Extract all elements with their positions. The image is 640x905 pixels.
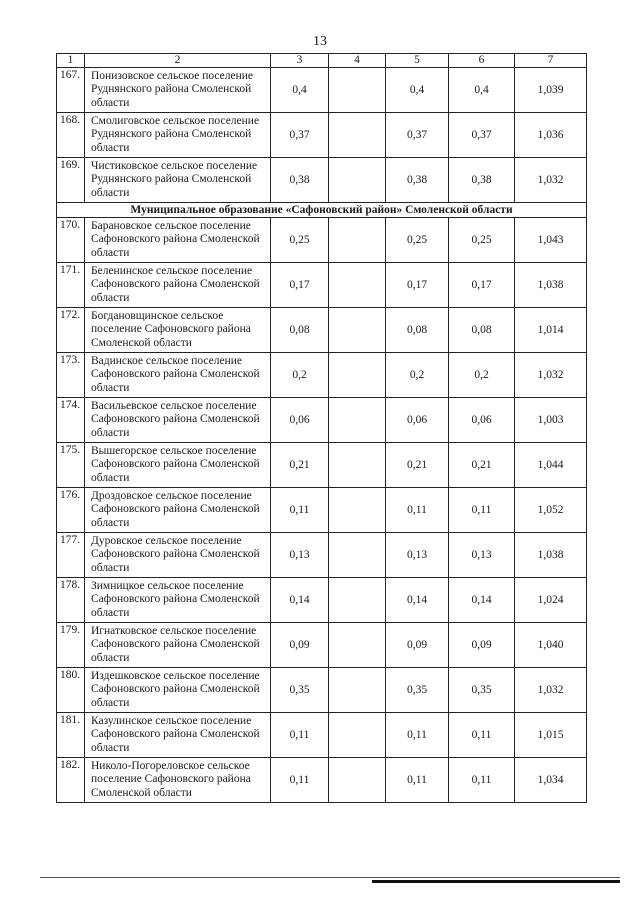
value-col-5: 0,06 <box>386 398 449 443</box>
table-row <box>57 488 587 533</box>
value-col-6: 0,08 <box>449 308 515 353</box>
value-col-6: 0,17 <box>449 263 515 308</box>
value-col-3: 0,11 <box>271 713 329 758</box>
value-col-3: 0,11 <box>271 488 329 533</box>
row-number: 168. <box>57 113 85 158</box>
table-row <box>57 668 587 713</box>
row-number: 181. <box>57 713 85 758</box>
value-col-7: 1,038 <box>515 533 587 578</box>
settlement-name: Зимницкое сельское поселение Сафоновского района Смоленской области <box>85 578 271 623</box>
value-col-6: 0,4 <box>449 68 515 113</box>
value-col-7: 1,032 <box>515 353 587 398</box>
settlement-name: Понизовское сельское поселение Руднянского района Смоленской области <box>85 68 271 113</box>
section-title: Муниципальное образование «Сафоновский район» Смоленской области <box>57 203 587 218</box>
value-col-7: 1,052 <box>515 488 587 533</box>
value-col-6: 0,14 <box>449 578 515 623</box>
value-col-5: 0,14 <box>386 578 449 623</box>
settlement-name: Богдановщинское сельское поселение Сафоновского района Смоленской области <box>85 308 271 353</box>
value-col-4 <box>329 623 386 668</box>
value-col-6: 0,13 <box>449 533 515 578</box>
value-col-3: 0,08 <box>271 308 329 353</box>
column-header: 2 <box>85 54 271 68</box>
column-header: 4 <box>329 54 386 68</box>
value-col-6: 0,2 <box>449 353 515 398</box>
settlement-name: Чистиковское сельское поселение Руднянского района Смоленской области <box>85 158 271 203</box>
settlement-name: Дуровское сельское поселение Сафоновского района Смоленской области <box>85 533 271 578</box>
value-col-5: 0,21 <box>386 443 449 488</box>
value-col-4 <box>329 578 386 623</box>
value-col-3: 0,2 <box>271 353 329 398</box>
value-col-4 <box>329 398 386 443</box>
settlement-name: Издешковское сельское поселение Сафоновского района Смоленской области <box>85 668 271 713</box>
value-col-3: 0,09 <box>271 623 329 668</box>
table-row <box>57 443 587 488</box>
value-col-4 <box>329 308 386 353</box>
value-col-7: 1,039 <box>515 68 587 113</box>
table-row <box>57 533 587 578</box>
value-col-3: 0,11 <box>271 758 329 803</box>
row-number: 172. <box>57 308 85 353</box>
row-number: 179. <box>57 623 85 668</box>
value-col-7: 1,032 <box>515 158 587 203</box>
value-col-7: 1,040 <box>515 623 587 668</box>
table-row <box>57 68 587 113</box>
value-col-5: 0,25 <box>386 218 449 263</box>
table-section <box>57 203 587 218</box>
value-col-7: 1,034 <box>515 758 587 803</box>
value-col-4 <box>329 218 386 263</box>
value-col-6: 0,21 <box>449 443 515 488</box>
value-col-7: 1,044 <box>515 443 587 488</box>
value-col-4 <box>329 443 386 488</box>
value-col-3: 0,17 <box>271 263 329 308</box>
settlement-name: Вышегорское сельское поселение Сафоновского района Смоленской области <box>85 443 271 488</box>
value-col-6: 0,37 <box>449 113 515 158</box>
settlement-name: Смолиговское сельское поселение Руднянского района Смоленской области <box>85 113 271 158</box>
table-row <box>57 218 587 263</box>
value-col-5: 0,09 <box>386 623 449 668</box>
table-row <box>57 398 587 443</box>
value-col-6: 0,06 <box>449 398 515 443</box>
row-number: 173. <box>57 353 85 398</box>
value-col-5: 0,11 <box>386 758 449 803</box>
value-col-7: 1,043 <box>515 218 587 263</box>
settlement-name: Беленинское сельское поселение Сафоновского района Смоленской области <box>85 263 271 308</box>
value-col-4 <box>329 758 386 803</box>
settlement-name: Игнатковское сельское поселение Сафоновского района Смоленской области <box>85 623 271 668</box>
row-number: 175. <box>57 443 85 488</box>
value-col-5: 0,11 <box>386 488 449 533</box>
row-number: 177. <box>57 533 85 578</box>
footer-rule-thick <box>372 880 620 883</box>
value-col-6: 0,11 <box>449 713 515 758</box>
page-number: 13 <box>313 34 327 49</box>
value-col-5: 0,4 <box>386 68 449 113</box>
value-col-6: 0,11 <box>449 488 515 533</box>
settlement-name: Казулинское сельское поселение Сафоновского района Смоленской области <box>85 713 271 758</box>
row-number: 178. <box>57 578 85 623</box>
value-col-3: 0,4 <box>271 68 329 113</box>
value-col-4 <box>329 263 386 308</box>
value-col-5: 0,17 <box>386 263 449 308</box>
value-col-3: 0,37 <box>271 113 329 158</box>
value-col-4 <box>329 113 386 158</box>
settlement-name: Дроздовское сельское поселение Сафоновского района Смоленской области <box>85 488 271 533</box>
table-row <box>57 263 587 308</box>
footer-rule-thin <box>40 877 620 878</box>
row-number: 169. <box>57 158 85 203</box>
table-row <box>57 578 587 623</box>
value-col-4 <box>329 533 386 578</box>
value-col-4 <box>329 158 386 203</box>
value-col-4 <box>329 68 386 113</box>
value-col-5: 0,38 <box>386 158 449 203</box>
column-header: 6 <box>449 54 515 68</box>
section-row <box>57 203 587 218</box>
table-body-top <box>57 68 587 203</box>
value-col-4 <box>329 668 386 713</box>
value-col-6: 0,11 <box>449 758 515 803</box>
table-header <box>57 54 587 68</box>
value-col-3: 0,13 <box>271 533 329 578</box>
table-row <box>57 113 587 158</box>
value-col-3: 0,35 <box>271 668 329 713</box>
settlement-name: Вадинское сельское поселение Сафоновского района Смоленской области <box>85 353 271 398</box>
column-header: 1 <box>57 54 85 68</box>
header-row <box>57 54 587 68</box>
value-col-4 <box>329 713 386 758</box>
value-col-5: 0,13 <box>386 533 449 578</box>
row-number: 167. <box>57 68 85 113</box>
row-number: 174. <box>57 398 85 443</box>
row-number: 182. <box>57 758 85 803</box>
value-col-7: 1,015 <box>515 713 587 758</box>
value-col-5: 0,2 <box>386 353 449 398</box>
column-header: 3 <box>271 54 329 68</box>
value-col-3: 0,14 <box>271 578 329 623</box>
value-col-5: 0,11 <box>386 713 449 758</box>
value-col-3: 0,21 <box>271 443 329 488</box>
value-col-7: 1,003 <box>515 398 587 443</box>
value-col-6: 0,25 <box>449 218 515 263</box>
column-header: 7 <box>515 54 587 68</box>
value-col-3: 0,06 <box>271 398 329 443</box>
value-col-5: 0,35 <box>386 668 449 713</box>
value-col-7: 1,014 <box>515 308 587 353</box>
value-col-4 <box>329 488 386 533</box>
table-row <box>57 623 587 668</box>
table-row <box>57 758 587 803</box>
row-number: 170. <box>57 218 85 263</box>
value-col-6: 0,38 <box>449 158 515 203</box>
value-col-5: 0,08 <box>386 308 449 353</box>
table-row <box>57 308 587 353</box>
table-row <box>57 353 587 398</box>
value-col-4 <box>329 353 386 398</box>
table-body-bottom <box>57 218 587 803</box>
row-number: 176. <box>57 488 85 533</box>
value-col-7: 1,032 <box>515 668 587 713</box>
row-number: 171. <box>57 263 85 308</box>
value-col-3: 0,25 <box>271 218 329 263</box>
data-table <box>56 53 587 803</box>
table-row <box>57 158 587 203</box>
column-header: 5 <box>386 54 449 68</box>
value-col-5: 0,37 <box>386 113 449 158</box>
value-col-7: 1,038 <box>515 263 587 308</box>
row-number: 180. <box>57 668 85 713</box>
settlement-name: Барановское сельское поселение Сафоновского района Смоленской области <box>85 218 271 263</box>
settlement-name: Васильевское сельское поселение Сафоновского района Смоленской области <box>85 398 271 443</box>
value-col-6: 0,35 <box>449 668 515 713</box>
value-col-7: 1,024 <box>515 578 587 623</box>
value-col-7: 1,036 <box>515 113 587 158</box>
table-row <box>57 713 587 758</box>
settlement-name: Николо-Погореловское сельское поселение Сафоновского района Смоленской области <box>85 758 271 803</box>
value-col-3: 0,38 <box>271 158 329 203</box>
value-col-6: 0,09 <box>449 623 515 668</box>
